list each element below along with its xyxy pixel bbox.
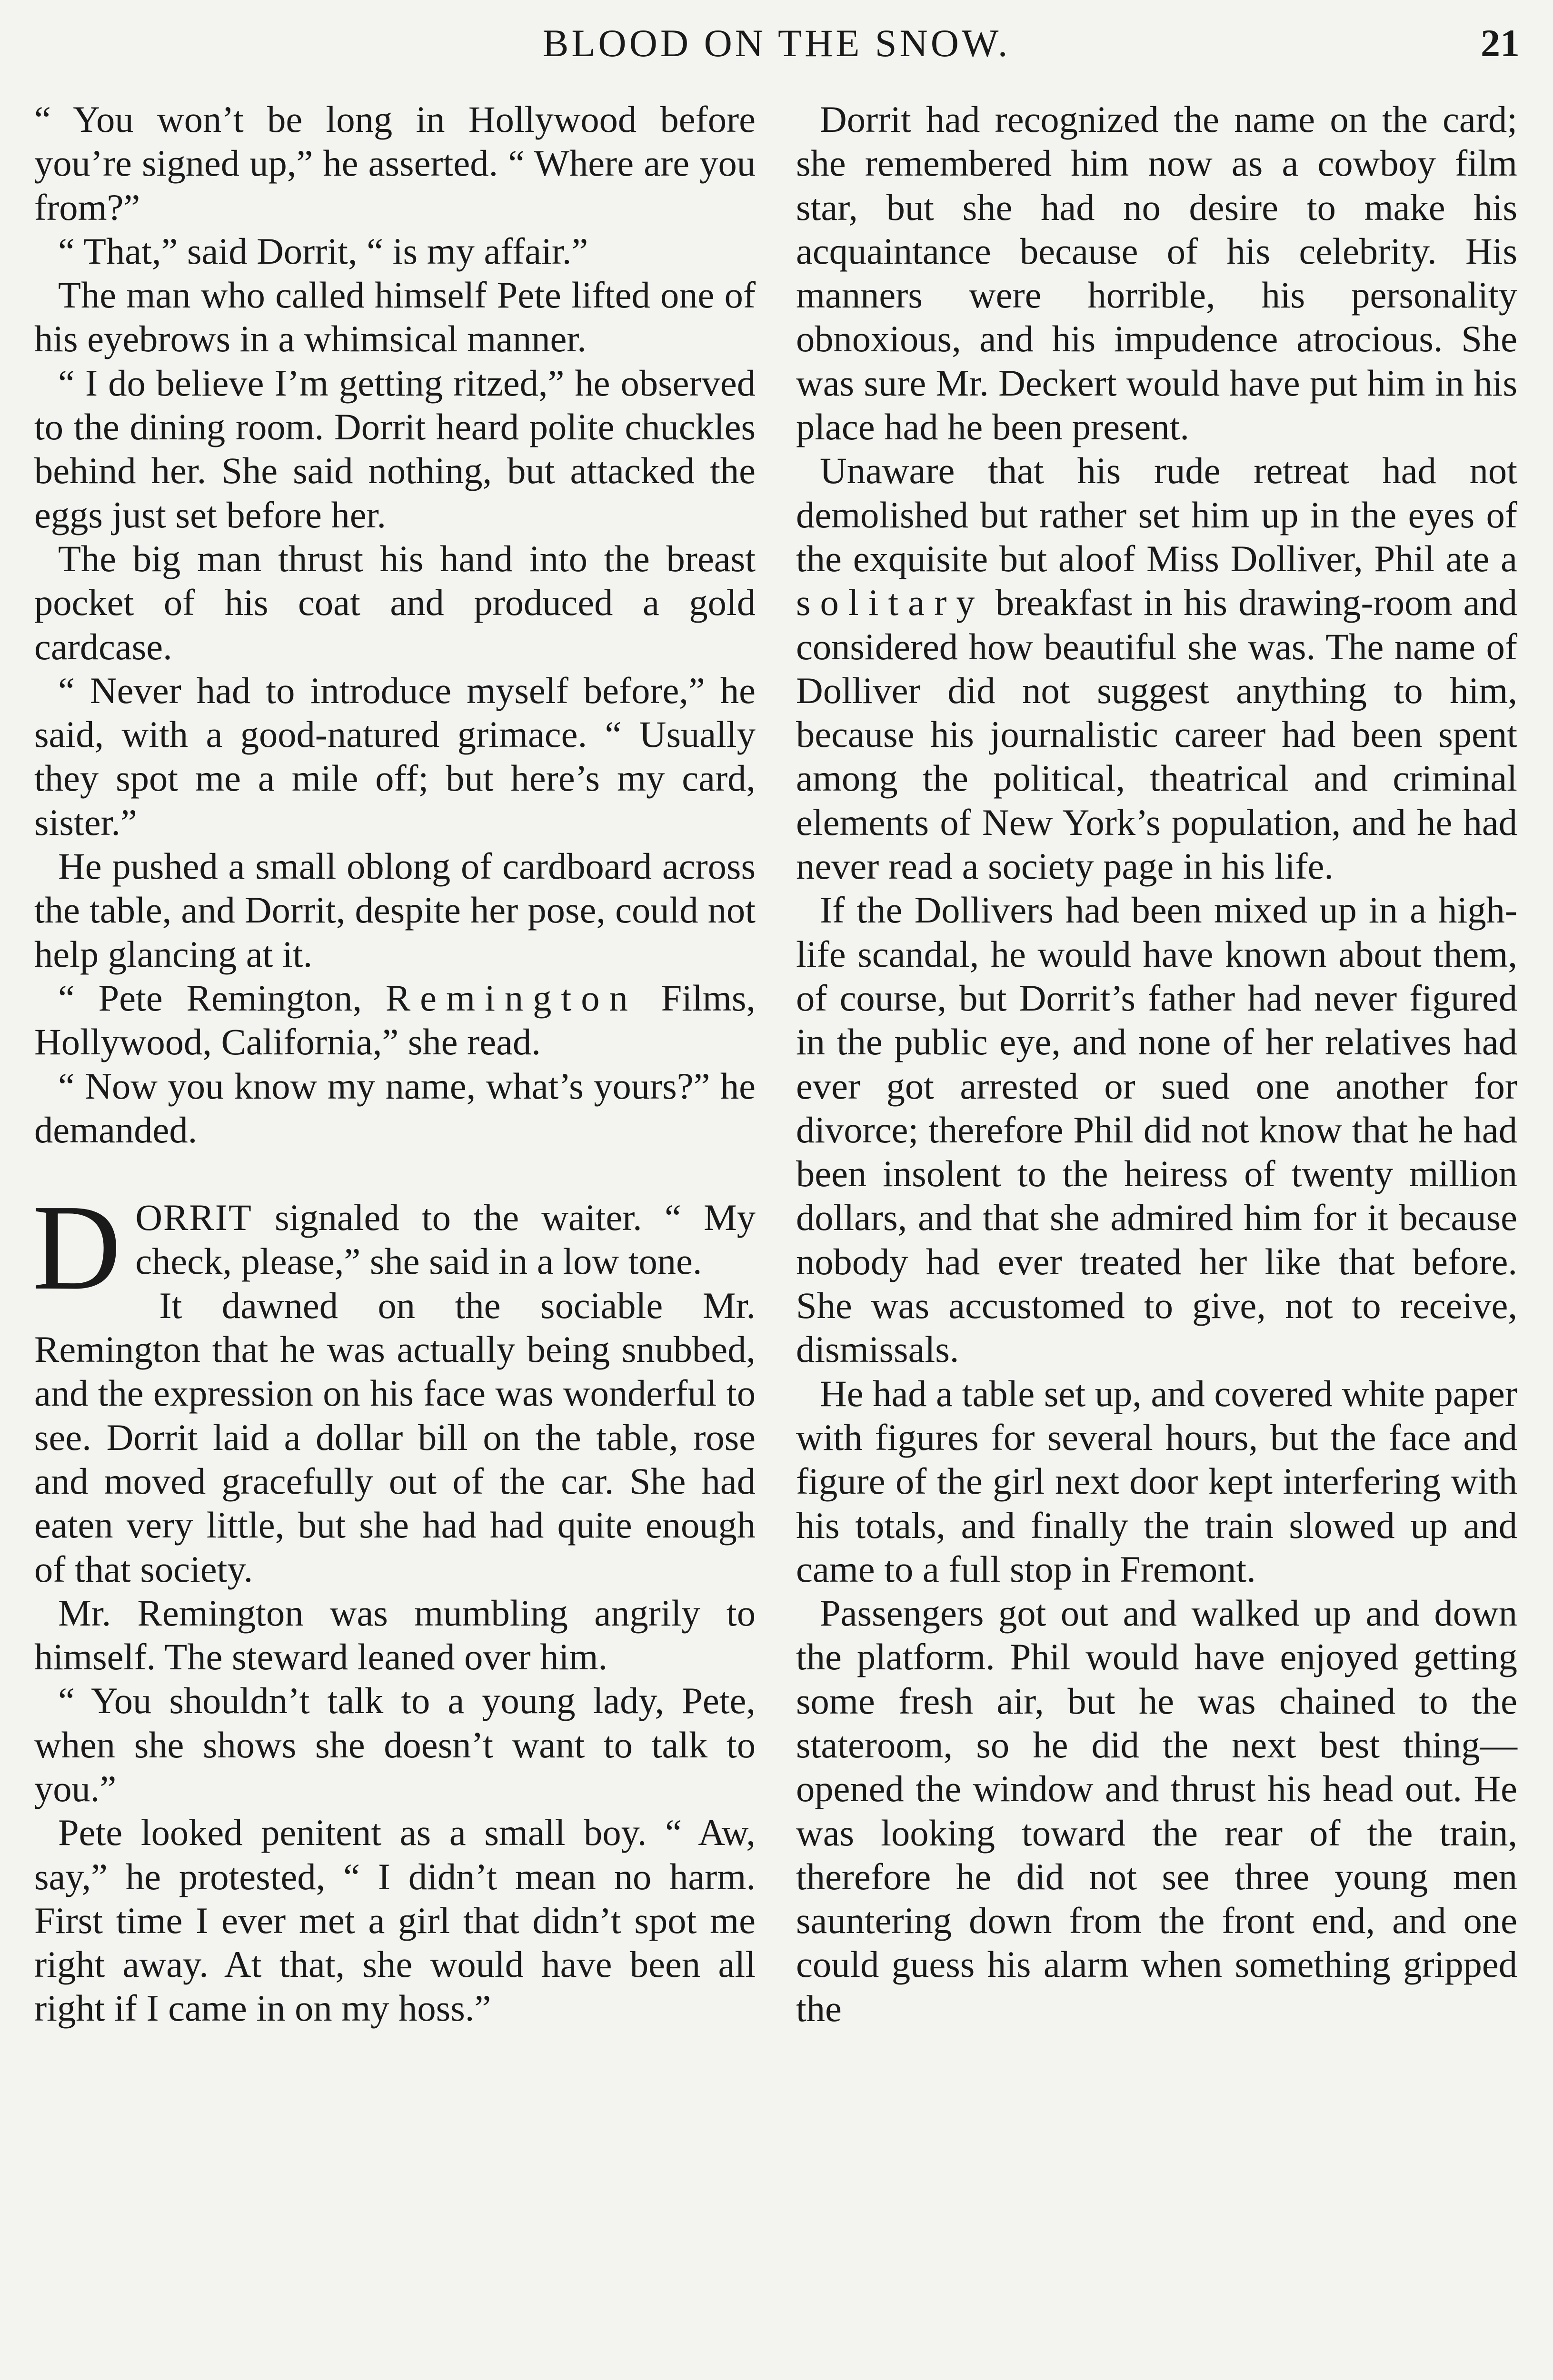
paragraph: “ That,” said Dorrit, “ is my affair.” (58, 230, 588, 272)
paragraph: Passengers got out and walked up and down the platform. Phil would have enjoyed getting some fresh air, but he was chained to the stateroom, so he did the next best thing—opened the window and thrust his head out. He was looking toward the rear of the train, therefore he did not see three young men sauntering down from the front end, and one could guess his alarm when something gripped the (796, 1592, 1517, 2029)
paragraph: “ Now you know my name, what’s yours?” he demanded. (34, 1065, 756, 1150)
text-span: “ Pete Remington, (58, 977, 386, 1019)
text-span: Unaware that his rude retreat had not demolished but rather set him up in the eyes of the exquisite but aloof Miss Dolliver, Phil ate a (796, 450, 1517, 579)
paragraph: The man who called himself Pete lifted one of his eyebrows in a whimsical manner. (34, 274, 756, 360)
paragraph: Mr. Remington was mumbling angrily to himself. The steward leaned over him. (34, 1592, 756, 1678)
text-span: signaled to the waiter. “ My check, please,” she said in a low tone. (135, 1197, 756, 1282)
paragraph (34, 976, 756, 1064)
paragraph: He had a table set up, and covered white paper with figures for several hours, but the face and figure of the girl next door kept interfering with his totals, and finally the train slowed up and came to a full stop in Fremont. (796, 1372, 1517, 1590)
right-column (796, 98, 1517, 2031)
paragraph: It dawned on the sociable Mr. Remington that he was actually being snubbed, and the expression on his face was wonderful to see. Dorrit laid a dollar bill on the table, rose and moved gracefully out of the car. She had eaten very little, but she had had quite enough of that society. (34, 1284, 756, 1590)
text-span: Films, Hollywood, California,” she read. (34, 977, 756, 1063)
page-number: 21 (1481, 21, 1520, 65)
paragraph: If the Dollivers had been mixed up in a high-life scandal, he would have known about them, of course, but Dorrit’s father had never figured in the public eye, and none of her relatives had ever got arrested or sued one another for divorce; therefore Phil did not know that he had been insolent to the heiress of twenty million dollars, and that she admired him for it because nobody had ever treated her like that before. She was accustomed to give, not to receive, dismissals. (796, 889, 1517, 1370)
paragraph (796, 449, 1517, 888)
letterspaced-word: Remington (385, 977, 637, 1019)
paragraph: “ You shouldn’t talk to a young lady, Pete, when she shows she doesn’t want to talk to you.” (34, 1680, 756, 1809)
lead-in-word: ORRIT (135, 1197, 252, 1239)
paragraph: “ Never had to introduce myself before,” he said, with a good-natured grimace. “ Usually they spot me a mile off; but here’s my card, sister.” (34, 669, 756, 843)
section-opening-paragraph (32, 1179, 756, 1316)
paragraph: Pete looked penitent as a small boy. “ Aw, say,” he protested, “ I didn’t mean no harm. First time I ever met a girl that didn’t spot me right away. At that, she would have been all right if I came in on my hoss.” (34, 1812, 756, 2029)
paragraph: The big man thrust his hand into the breast pocket of his coat and produced a gold cardcase. (34, 537, 756, 667)
letterspaced-word: solitary (796, 582, 985, 624)
drop-cap: D (32, 1179, 121, 1316)
running-head (33, 17, 1520, 69)
paragraph: He pushed a small oblong of cardboard across the table, and Dorrit, despite her pose, could not help glancing at it. (34, 845, 756, 975)
paragraph: “ I do believe I’m getting ritzed,” he observed to the dining room. Dorrit heard polite chuckles behind her. She said nothing, but attacked the eggs just set before her. (34, 362, 756, 536)
paragraph: “ You won’t be long in Hollywood before you’re signed up,” he asserted. “ Where are you from?” (34, 99, 756, 228)
left-column (34, 98, 756, 2031)
paragraph: Dorrit had recognized the name on the card; she remembered him now as a cowboy film star, but she had no desire to make his acquaintance because of his celebrity. His manners were horrible, his personality obnoxious, and his impudence atrocious. She was sure Mr. Deckert would have put him in his place had he been present. (796, 99, 1517, 448)
running-title: BLOOD ON THE SNOW. (542, 21, 1011, 65)
text-span: breakfast in his drawing-room and considered how beautiful she was. The name of Dolliver did not suggest anything to him, because his journalistic career had been spent among the political, theatrical and criminal elements of New York’s population, and he had never read a society page in his life. (796, 582, 1517, 887)
